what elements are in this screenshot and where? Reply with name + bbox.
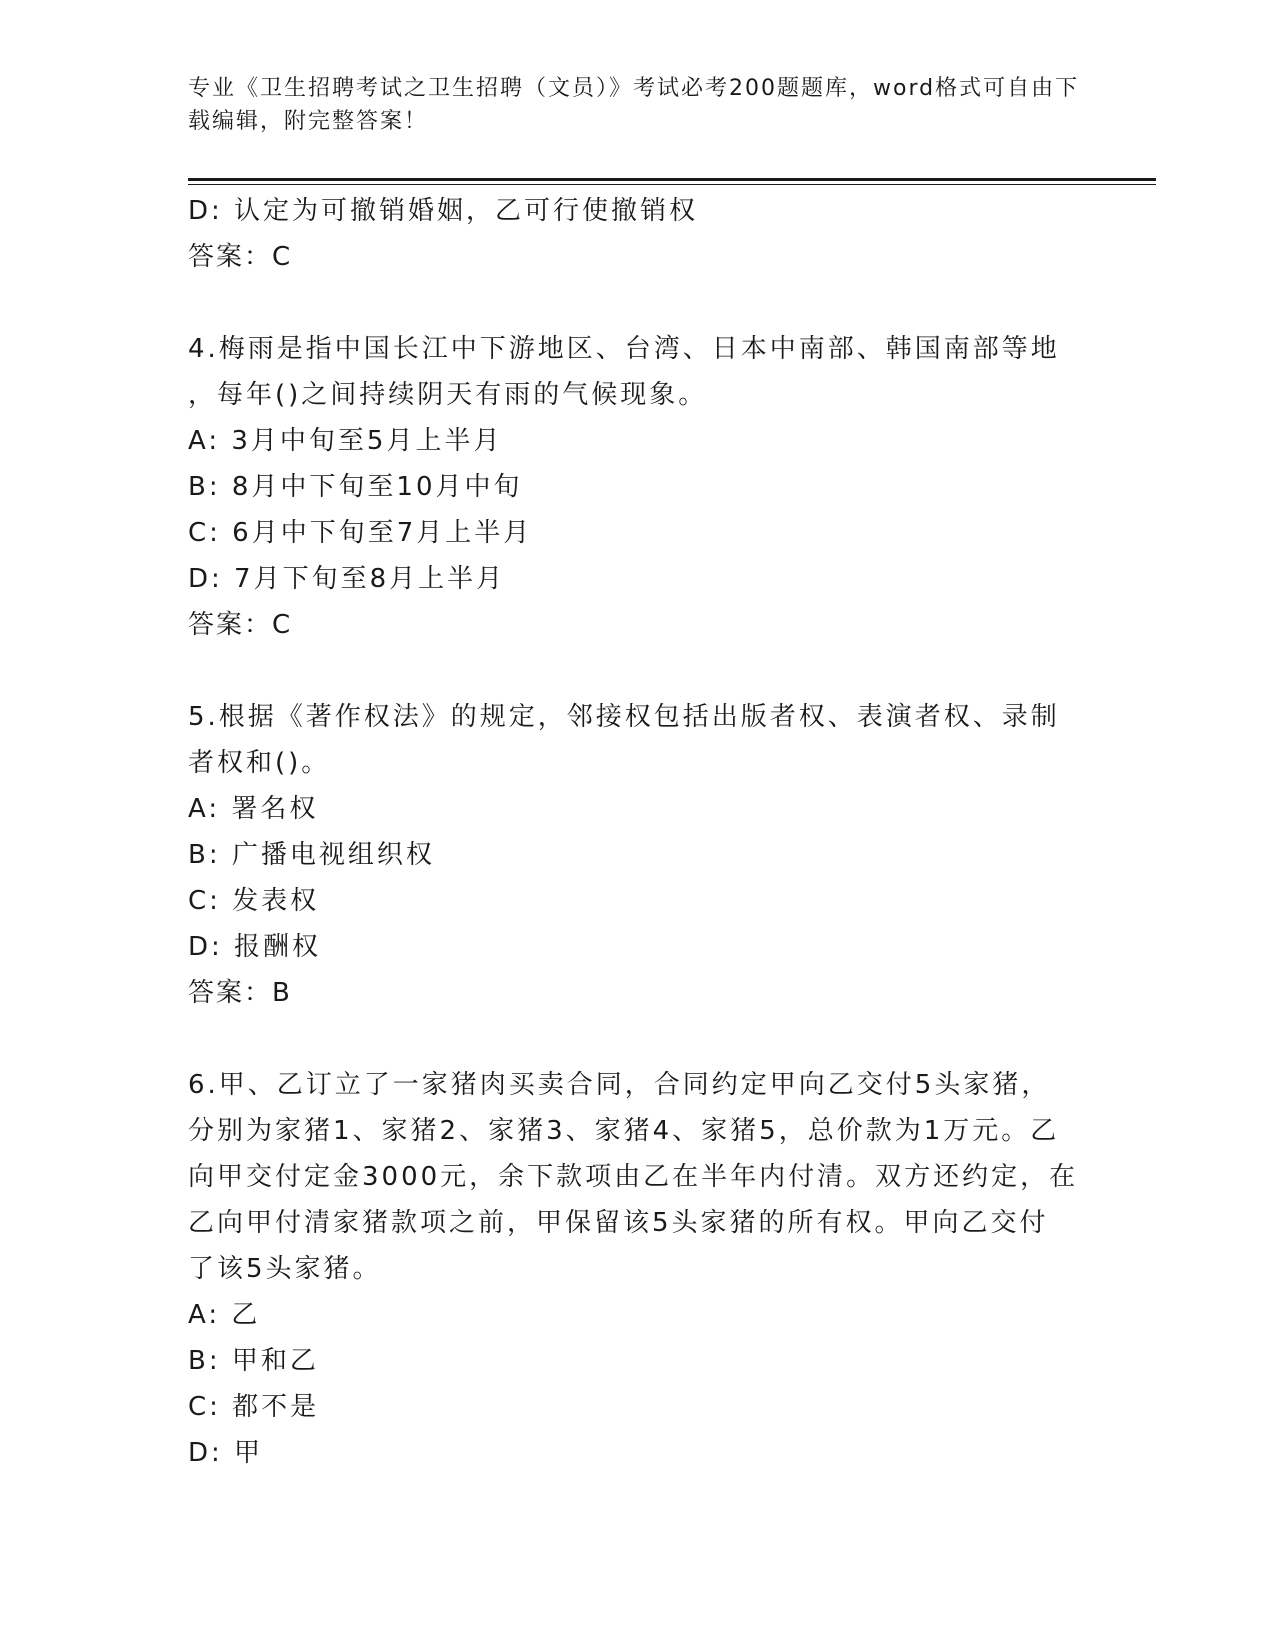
option-d: D: 报酬权 [188,932,322,962]
answer: 答案：C [188,610,293,640]
option-b: B: 广播电视组织权 [188,840,435,870]
answer: 答案：C [188,242,293,272]
header-divider-thick [188,178,1156,181]
option-a: A: 乙 [188,1300,261,1330]
question-5 [188,694,1088,1016]
option-b: B: 8月中下旬至10月中旬 [188,472,523,502]
answer: 答案：B [188,978,292,1008]
header-divider-thin [188,184,1156,185]
option-c: C: 6月中下旬至7月上半月 [188,518,533,548]
document-header [188,72,1088,138]
header-text: 专业《卫生招聘考试之卫生招聘（文员）》考试必考200题题库，word格式可自由下载编辑，附完整答案！ [188,76,1080,134]
question-6 [188,1062,1088,1476]
question-text-line: 5.根据《著作权法》的规定，邻接权包括出版者权、表演者权、录制 [188,702,1060,732]
question-3-tail [188,188,1088,280]
question-text-line: 乙向甲付清家猪款项之前，甲保留该5头家猪的所有权。甲向乙交付 [188,1208,1049,1238]
question-text-line: 向甲交付定金3000元，余下款项由乙在半年内付清。双方还约定，在 [188,1162,1079,1192]
question-text-line: 6.甲、乙订立了一家猪肉买卖合同，合同约定甲向乙交付5头家猪， [188,1070,1051,1100]
option-b: B: 甲和乙 [188,1346,319,1376]
option-a: A: 3月中旬至5月上半月 [188,426,503,456]
option-c: C: 都不是 [188,1392,320,1422]
option-d: D: 7月下旬至8月上半月 [188,564,506,594]
question-text-line: 了该5头家猪。 [188,1254,382,1284]
option-c: C: 发表权 [188,886,320,916]
option-d: D: 甲 [188,1438,264,1468]
option-d: D: 认定为可撤销婚姻，乙可行使撤销权 [188,196,699,226]
question-text-line: 4.梅雨是指中国长江中下游地区、台湾、日本中南部、韩国南部等地 [188,334,1060,364]
question-text-line: 分别为家猪1、家猪2、家猪3、家猪4、家猪5，总价款为1万元。乙 [188,1116,1060,1146]
spacer [188,280,1088,326]
question-text-line: ，每年()之间持续阴天有雨的气候现象。 [188,380,708,410]
question-text-line: 者权和()。 [188,748,331,778]
option-a: A: 署名权 [188,794,319,824]
question-4 [188,326,1088,648]
spacer [188,648,1088,694]
spacer [188,1016,1088,1062]
question-list [188,188,1088,1476]
